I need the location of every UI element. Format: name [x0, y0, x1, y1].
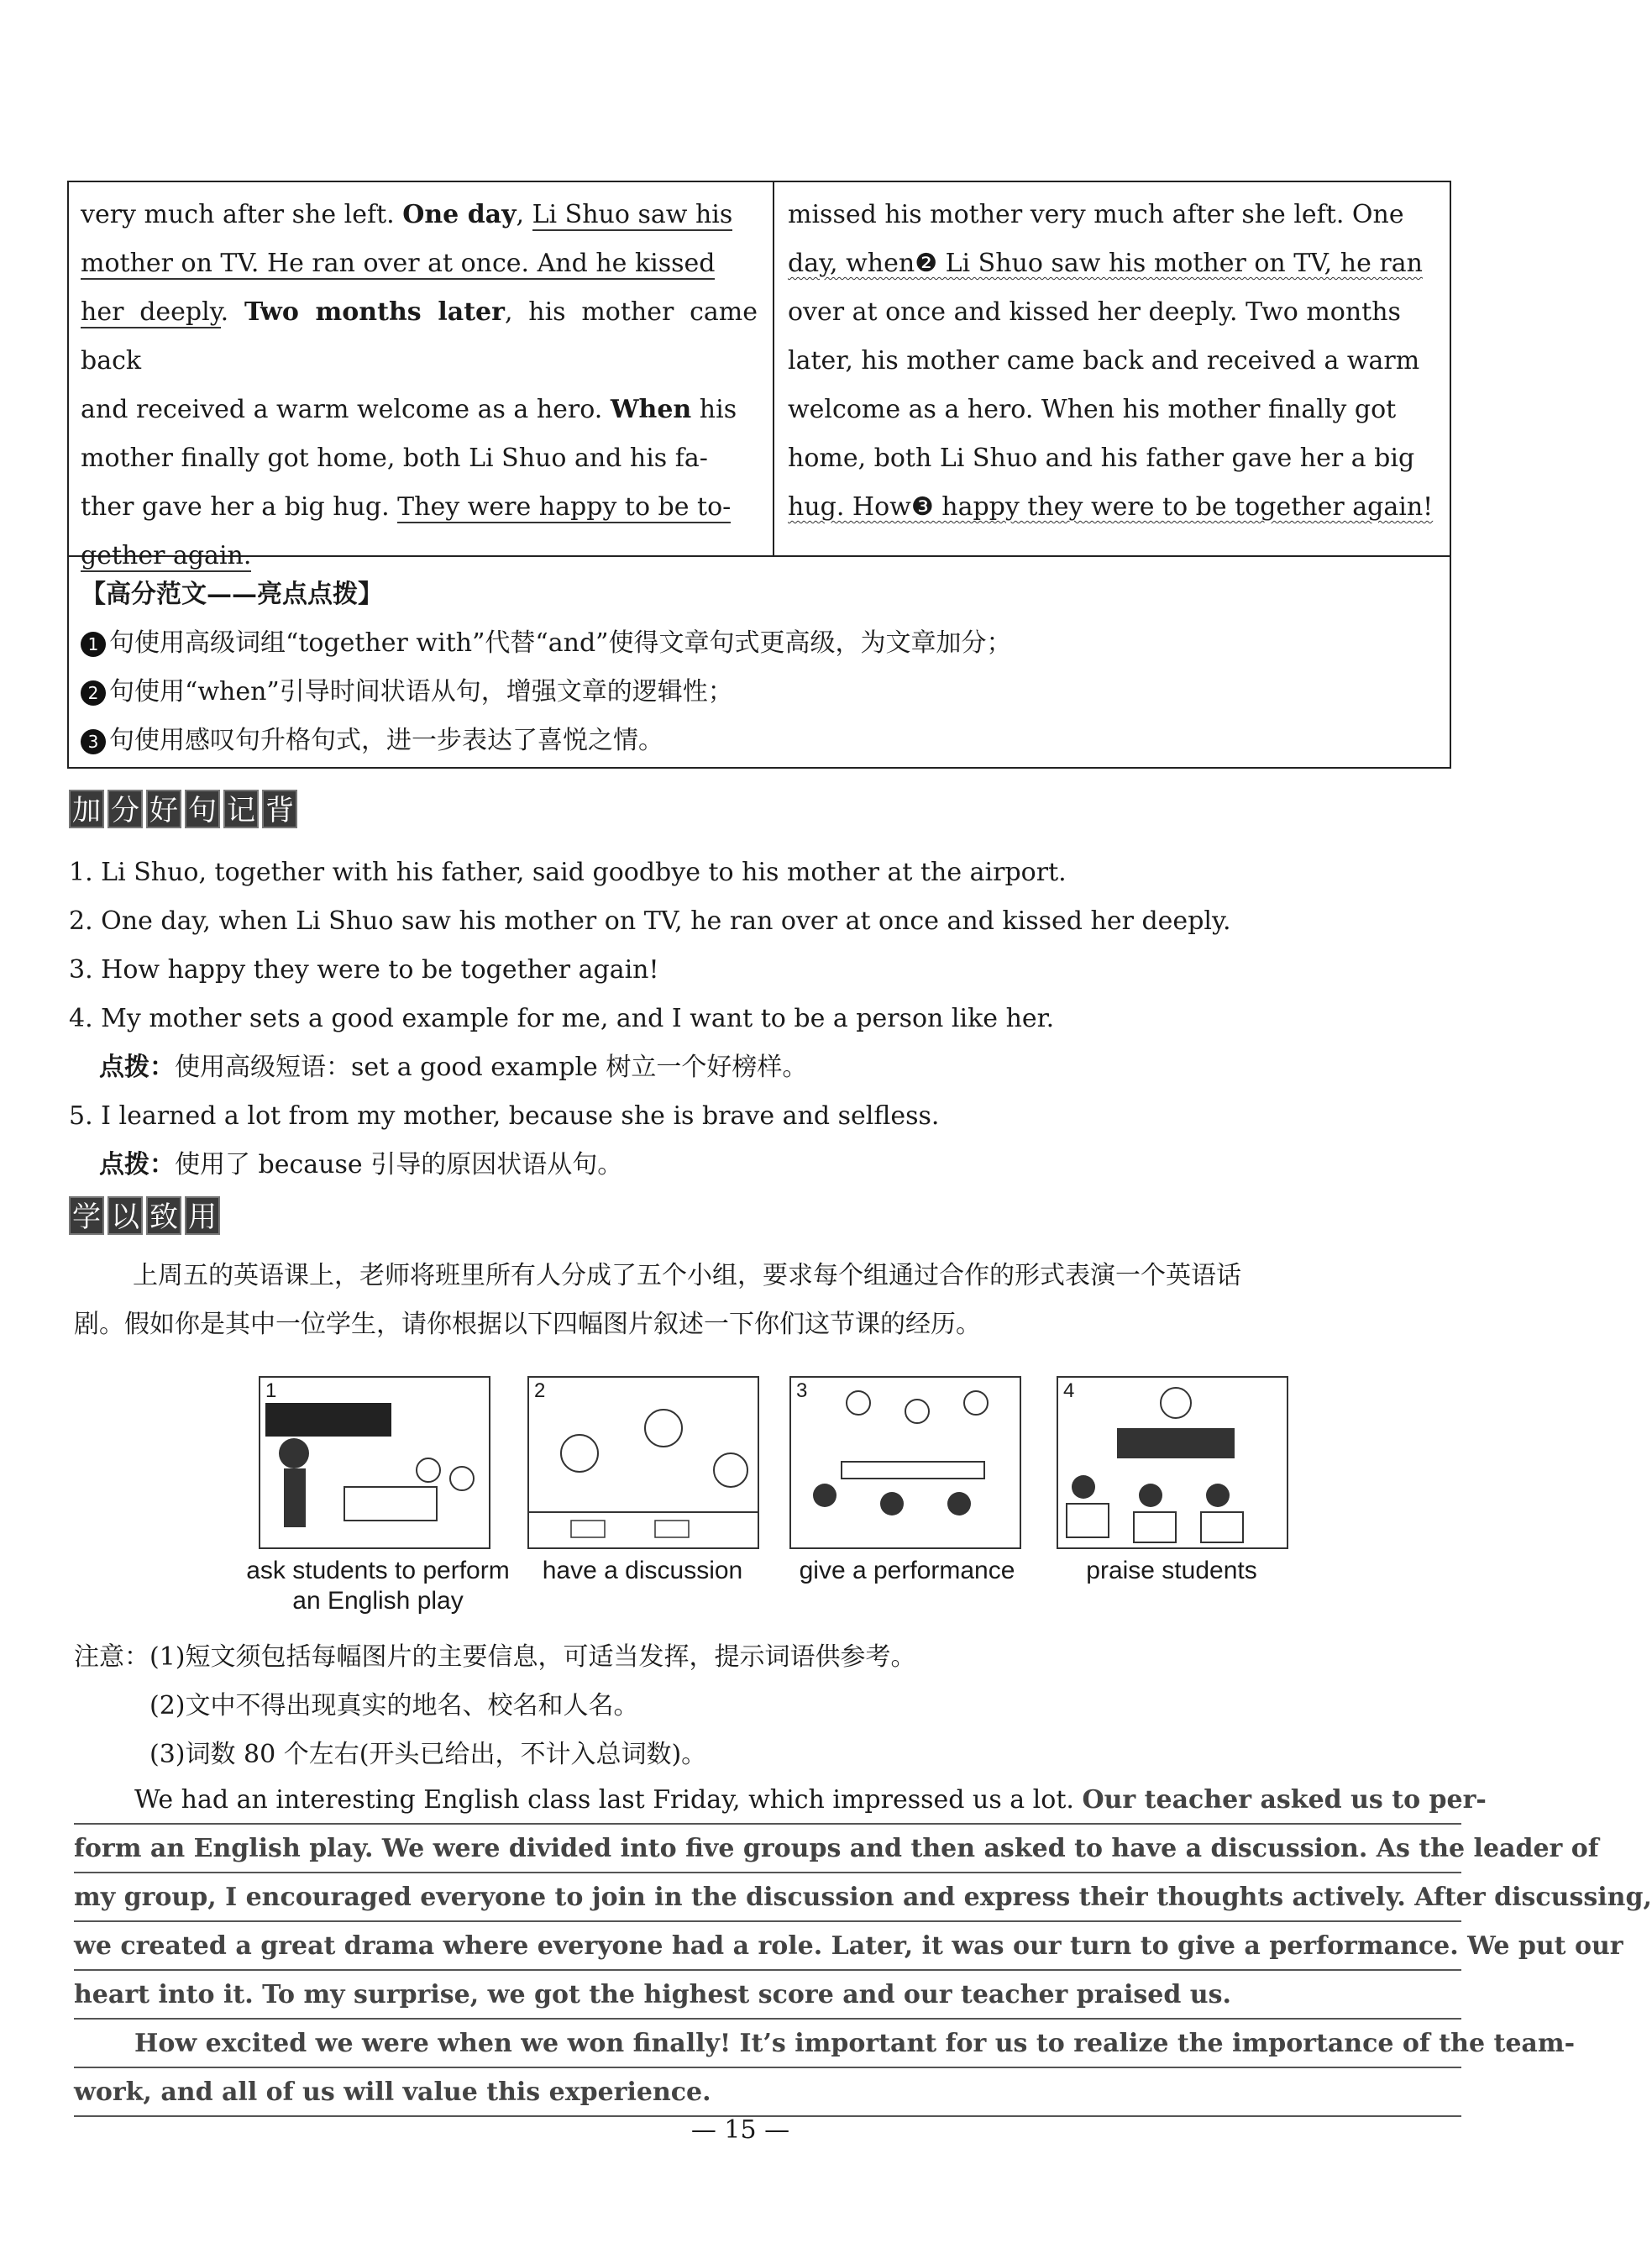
prompt-line: 上周五的英语课上，老师将班里所有人分成了五个小组，要求每个组通过合作的形式表演一个英语话 — [133, 1261, 1241, 1290]
tip-label: 点拨： — [99, 1150, 175, 1179]
picture-number: 4 — [1063, 1379, 1075, 1402]
performance-illustration — [791, 1378, 1020, 1547]
text-bold: When — [610, 395, 692, 424]
underlined-text: mother on TV. He ran over at once. And he kissed — [81, 249, 716, 278]
essay-line: my group, I encouraged everyone to join in the discussion and express their thoughts actively. After discussing, — [74, 1873, 1461, 1922]
text-line: hug. How❸ happy they were to be together again! — [788, 492, 1434, 522]
essay-line: heart into it. To my surprise, we got the highest score and our teacher praised us. — [74, 1971, 1461, 2020]
highlight-tips — [81, 570, 1424, 765]
picture-2-caption: have a discussion — [542, 1557, 743, 1584]
text-line: later, his mother came back and received a warm — [788, 346, 1420, 376]
picture-number: 3 — [796, 1379, 808, 1402]
text-line: mother finally got home, both Li Shuo and his fa- — [81, 444, 708, 473]
text-bold: Two months later — [244, 297, 505, 327]
sentence-item: 2. One day, when Li Shuo saw his mother on TV, he ran over at once and kissed her deeply. — [69, 906, 1231, 936]
sentence-tip — [69, 1141, 1231, 1190]
column-divider — [773, 182, 774, 555]
praise-illustration — [1058, 1378, 1287, 1547]
tip-text: 使用高级短语：set a good example 树立一个好榜样。 — [175, 1053, 808, 1082]
text-line: home, both Li Shuo and his father gave her a big — [788, 444, 1415, 473]
note-line: 注意：(1)短文须包括每幅图片的主要信息，可适当发挥，提示词语供参考。 — [74, 1642, 916, 1672]
text-line: and received a warm welcome as a hero. — [81, 395, 611, 424]
good-sentences-list — [69, 848, 1231, 1190]
improved-essay-column — [788, 191, 1441, 532]
caption-line: ask students to perform — [246, 1557, 510, 1584]
picture-number: 1 — [265, 1379, 277, 1402]
note-line: (2)文中不得出现真实的地名、校名和人名。 — [149, 1691, 639, 1720]
essay-line: How excited we were when we won finally! It’s important for us to realize the importance of the team- — [74, 2020, 1461, 2068]
page-number: — 15 — — [690, 2115, 790, 2145]
text-line: welcome as a hero. When his mother finally got — [788, 395, 1397, 424]
circled-number: 1 — [81, 632, 106, 657]
sentence-item: 3. How happy they were to be together again! — [69, 955, 659, 985]
picture-1-caption — [235, 1556, 521, 1616]
text-line: day, when❷ Li Shuo saw his mother on TV, he ran — [788, 249, 1423, 278]
prompt-line: 剧。假如你是其中一位学生，请你根据以下四幅图片叙述一下你们这节课的经历。 — [74, 1310, 981, 1339]
header-char: 以 — [108, 1196, 143, 1235]
picture-number: 2 — [534, 1379, 546, 1402]
caption-line: an English play — [292, 1587, 464, 1615]
picture-4-caption: praise students — [1086, 1557, 1257, 1584]
header-char: 用 — [185, 1196, 220, 1235]
picture-1 — [259, 1376, 490, 1549]
tip-label: 点拨： — [99, 1053, 175, 1082]
note-line: (3)词数 80 个左右(开头已给出，不计入总词数)。 — [149, 1740, 707, 1769]
sentence-item: 1. Li Shuo, together with his father, said goodbye to his mother at the airport. — [69, 858, 1067, 887]
sample-essay — [74, 1776, 1652, 2117]
underlined-text: Li Shuo saw his — [532, 200, 733, 229]
text-line: over at once and kissed her deeply. Two months — [788, 297, 1401, 327]
original-essay-column — [81, 191, 758, 580]
essay-line: work, and all of us will value this experience. — [74, 2068, 1461, 2117]
sentence-item: 4. My mother sets a good example for me, and I want to be a person like her. — [69, 1004, 1055, 1033]
header-char: 分 — [108, 790, 143, 828]
text-line: very much after she left. — [81, 200, 403, 229]
picture-3 — [789, 1376, 1021, 1549]
picture-4 — [1057, 1376, 1288, 1549]
header-char: 学 — [69, 1196, 104, 1235]
text-line: , his mother came back — [81, 297, 758, 376]
header-char: 致 — [146, 1196, 181, 1235]
section-header-good-sentences — [69, 790, 301, 832]
essay-line — [74, 1776, 1487, 1825]
section-header-practice — [69, 1196, 223, 1238]
underlined-text: gether again. — [81, 541, 252, 570]
text-line: missed his mother very much after she left. One — [788, 200, 1404, 229]
essay-line: form an English play. We were divided into five groups and then asked to have a discussion. As the leader of — [74, 1825, 1461, 1873]
task-notes — [74, 1633, 916, 1779]
header-char: 句 — [185, 790, 220, 828]
underlined-text: her deeply — [81, 297, 221, 327]
sentence-tip — [69, 1043, 1231, 1092]
discussion-illustration — [529, 1378, 758, 1547]
tip-text: 句使用感叹句升格句式，进一步表达了喜悦之情。 — [109, 726, 663, 755]
picture-3-caption: give a performance — [799, 1557, 1015, 1584]
table-top-row — [69, 182, 1450, 570]
circled-number: 2 — [81, 680, 106, 706]
header-char: 好 — [146, 790, 181, 828]
text-line: ther gave her a big hug. — [81, 492, 398, 522]
circled-number: 3 — [81, 729, 106, 754]
essay-answer: Our teacher asked us to per- — [1082, 1785, 1487, 1815]
classroom-teacher-illustration — [260, 1378, 489, 1547]
task-prompt — [74, 1252, 1468, 1349]
header-char: 背 — [262, 790, 297, 828]
text-bold: One day — [402, 200, 517, 229]
tip-item — [81, 619, 1424, 668]
essay-line: we created a great drama where everyone had a role. Later, it was our turn to give a performance. We put our — [74, 1922, 1461, 1971]
picture-2 — [527, 1376, 759, 1549]
tip-text: 句使用“when”引导时间状语从句，增强文章的逻辑性； — [109, 677, 733, 707]
header-char: 记 — [223, 790, 259, 828]
tip-text: 句使用高级词组“together with”代替“and”使得文章句式更高级，为文章加分； — [109, 628, 1012, 658]
header-char: 加 — [69, 790, 104, 828]
tip-item — [81, 668, 1424, 717]
essay-given-start: We had an interesting English class last Friday, which impressed us a lot. — [134, 1785, 1083, 1815]
comparison-table — [67, 181, 1451, 769]
sentence-item: 5. I learned a lot from my mother, because she is brave and selfless. — [69, 1101, 940, 1131]
text-line: , — [516, 200, 532, 229]
text-line: . — [220, 297, 244, 327]
tips-title: 【高分范文——亮点点拨】 — [81, 580, 383, 609]
underlined-text: They were happy to be to- — [397, 492, 732, 522]
tip-text: 使用了 because 引导的原因状语从句。 — [175, 1150, 623, 1179]
text-line: his — [691, 395, 737, 424]
tip-item — [81, 717, 1424, 765]
